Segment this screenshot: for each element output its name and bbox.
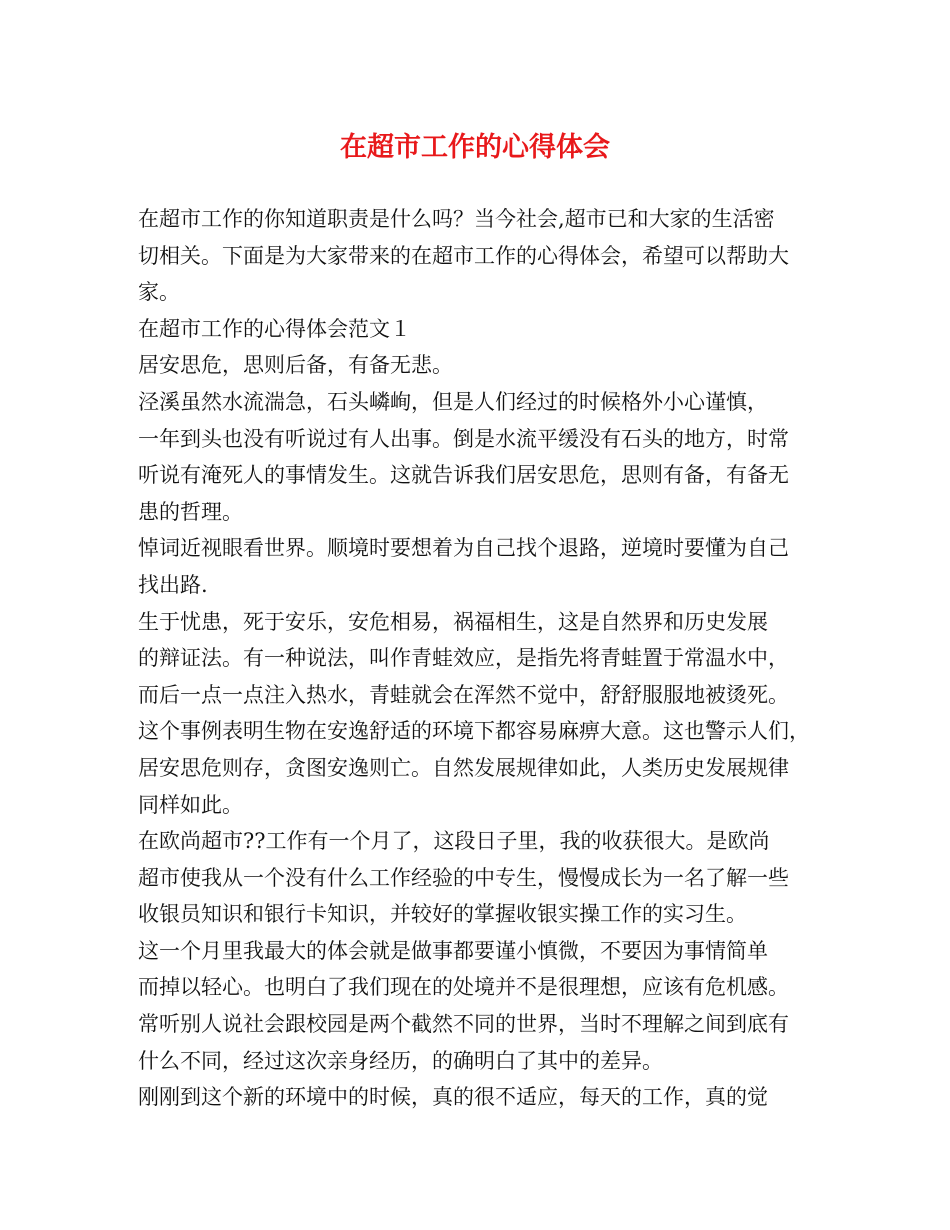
- text-line: 而掉以轻心。也明白了我们现在的处境并不是很理想，应该有危机感。: [138, 975, 789, 1000]
- text-line: 在超市工作的你知道职责是什么吗？当今社会,超市已和大家的生活密: [138, 207, 775, 231]
- text-line: 什么不同，经过这次亲身经历，的确明白了其中的差异。: [138, 1048, 663, 1073]
- text-line: 患的哲理。: [138, 499, 243, 524]
- text-line: 收银员知识和银行卡知识，并较好的掌握收银实操工作的实习生。: [138, 902, 747, 927]
- text-line: 听说有淹死人的事情发生。这就告诉我们居安思危，思则有备，有备无: [138, 463, 789, 488]
- text-line: 家。: [138, 280, 180, 305]
- text-line: 居安思危则存，贪图安逸则亡。自然发展规律如此，人类历史发展规律: [138, 755, 789, 780]
- text-line: 泾溪虽然水流湍急，石头嶙峋，但是人们经过的时候格外小心谨慎，: [138, 389, 768, 414]
- text-line: 居安思危，思则后备，有备无悲。: [138, 353, 453, 378]
- text-line: 生于忧患，死于安乐，安危相易，祸福相生，这是自然界和历史发展: [138, 609, 768, 634]
- text-line: 切相关。下面是为大家带来的在超市工作的心得体会，希望可以帮助大: [138, 243, 789, 268]
- text-line: 在超市工作的心得体会范文１: [138, 316, 411, 341]
- text-line: 一年到头也没有听说过有人出事。倒是水流平缓没有石头的地方，时常: [138, 426, 789, 451]
- text-line: 的辩证法。有一种说法，叫作青蛙效应，是指先将青蛙置于常温水中，: [138, 646, 789, 671]
- text-line: 刚刚到这个新的环境中的时候，真的很不适应，每天的工作，真的觉: [138, 1085, 768, 1110]
- document-body: [138, 201, 814, 1116]
- text-line: 而后一点一点注入热水，青蛙就会在浑然不觉中，舒舒服服地被烫死。: [138, 682, 789, 707]
- page-title: 在超市工作的心得体会: [340, 132, 610, 163]
- text-line: 超市使我从一个没有什么工作经验的中专生，慢慢成长为一名了解一些: [138, 865, 789, 890]
- text-line: 这一个月里我最大的体会就是做事都要谨小慎微，不要因为事情简单: [138, 938, 768, 963]
- text-line: 找出路.: [138, 572, 208, 597]
- text-line: 在欧尚超市??工作有一个月了，这段日子里，我的收获很大。是欧尚: [138, 829, 770, 854]
- text-line: 悼词近视眼看世界。顺境时要想着为自己找个退路，逆境时要懂为自己: [138, 536, 789, 561]
- text-line: 同样如此。: [138, 792, 243, 817]
- text-line: 常听别人说社会跟校园是两个截然不同的世界，当时不理解之间到底有: [138, 1012, 789, 1037]
- text-line: 这个事例表明生物在安逸舒适的环境下都容易麻痹大意。这也警示人们，: [138, 719, 810, 744]
